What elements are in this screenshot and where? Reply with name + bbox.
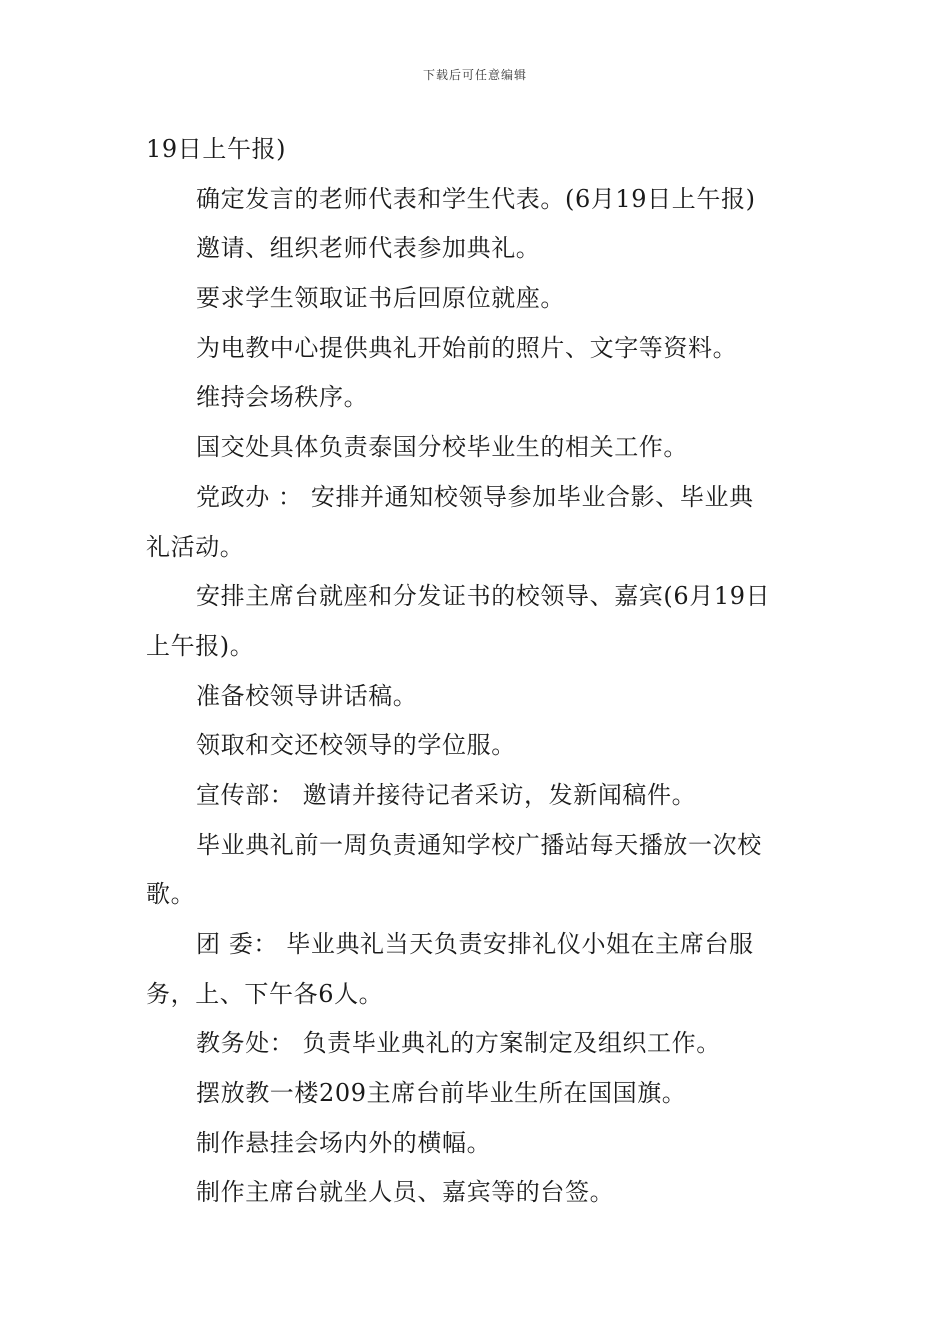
- paragraph-line: 安排主席台就座和分发证书的校领导、嘉宾(6月19日: [196, 582, 771, 611]
- paragraph-line: 毕业典礼前一周负责通知学校广播站每天播放一次校: [196, 830, 762, 859]
- paragraph-line: 礼活动。: [146, 532, 245, 561]
- paragraph-line: 要求学生领取证书后回原位就座。: [196, 284, 565, 313]
- paragraph-line: 党政办 ： 安排并通知校领导参加毕业合影、毕业典: [196, 482, 754, 511]
- paragraph-line: 团 委： 毕业典礼当天负责安排礼仪小姐在主席台服: [196, 930, 754, 958]
- paragraph-line: 上午报)。: [146, 631, 255, 660]
- paragraph-line: 维持会场秩序。: [196, 383, 369, 412]
- paragraph-line: 教务处： 负责毕业典礼的方案制定及组织工作。: [196, 1029, 721, 1058]
- paragraph-line: 歌。: [146, 880, 196, 909]
- paragraph-line: 为电教中心提供典礼开始前的照片、文字等资料。: [196, 333, 738, 362]
- paragraph-line: 制作主席台就坐人员、嘉宾等的台签。: [196, 1178, 615, 1207]
- paragraph-line: 制作悬挂会场内外的横幅。: [196, 1128, 492, 1157]
- paragraph-line: 领取和交还校领导的学位服。: [196, 731, 516, 760]
- paragraph-line: 确定发言的老师代表和学生代表。(6月19日上午报): [196, 184, 756, 213]
- page-header: 下载后可任意编辑: [422, 68, 527, 82]
- paragraph-line: 国交处具体负责泰国分校毕业生的相关工作。: [196, 433, 688, 462]
- paragraph-line: 摆放教一楼209主席台前毕业生所在国国旗。: [196, 1079, 687, 1108]
- paragraph-line: 准备校领导讲话稿。: [196, 681, 418, 710]
- paragraph-line: 19日上午报): [146, 135, 287, 163]
- paragraph-line: 务，上、下午各6人。: [146, 979, 384, 1008]
- paragraph-line: 邀请、组织老师代表参加典礼。: [196, 234, 541, 263]
- document-body: [146, 125, 808, 1218]
- paragraph-line: 宣传部： 邀请并接待记者采访，发新闻稿件。: [196, 780, 697, 809]
